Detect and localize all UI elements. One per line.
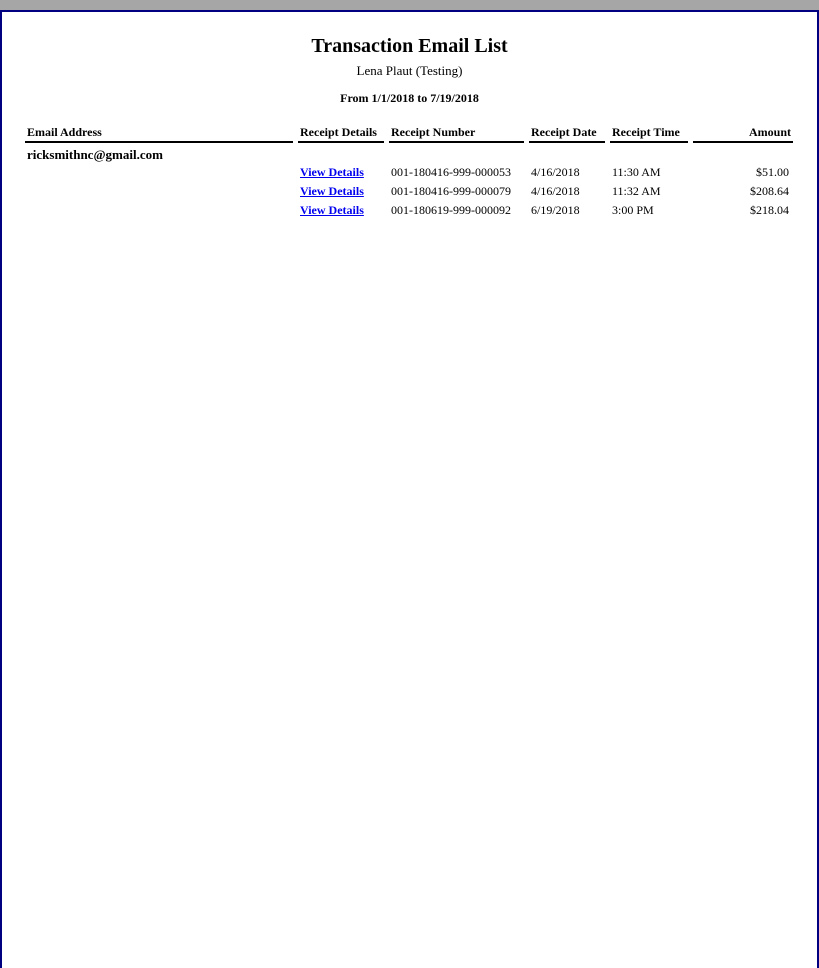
report-subtitle: Lena Plaut (Testing) xyxy=(356,63,463,78)
column-header-receipt-details: Receipt Details xyxy=(298,125,384,143)
receipt-date-cell: 4/16/2018 xyxy=(531,184,580,198)
table-row xyxy=(2,165,819,184)
receipt-date-cell: 6/19/2018 xyxy=(531,203,580,217)
view-details-link[interactable]: View Details xyxy=(300,165,364,179)
receipt-time-cell: 11:30 AM xyxy=(612,165,661,179)
report-page xyxy=(0,10,819,968)
receipt-time-cell: 3:00 PM xyxy=(612,203,654,217)
column-header-amount: Amount xyxy=(693,125,793,143)
email-group-address: ricksmithnc@gmail.com xyxy=(27,147,163,162)
column-header-receipt-number: Receipt Number xyxy=(389,125,524,143)
amount-cell: $51.00 xyxy=(756,165,789,179)
receipt-time-cell: 11:32 AM xyxy=(612,184,661,198)
receipt-number-cell: 001-180619-999-000092 xyxy=(391,203,511,217)
receipt-number-cell: 001-180416-999-000079 xyxy=(391,184,511,198)
amount-cell: $208.64 xyxy=(750,184,789,198)
amount-cell: $218.04 xyxy=(750,203,789,217)
column-header-receipt-time: Receipt Time xyxy=(610,125,688,143)
report-title: Transaction Email List xyxy=(311,35,508,57)
view-details-link[interactable]: View Details xyxy=(300,184,364,198)
receipt-date-cell: 4/16/2018 xyxy=(531,165,580,179)
receipt-number-cell: 001-180416-999-000053 xyxy=(391,165,511,179)
table-row xyxy=(2,184,819,203)
view-details-link[interactable]: View Details xyxy=(300,203,364,217)
report-date-range: From 1/1/2018 to 7/19/2018 xyxy=(340,91,479,105)
column-header-receipt-date: Receipt Date xyxy=(529,125,605,143)
table-row xyxy=(2,203,819,222)
window-top-bar xyxy=(0,0,819,10)
column-header-email-address: Email Address xyxy=(25,125,293,143)
